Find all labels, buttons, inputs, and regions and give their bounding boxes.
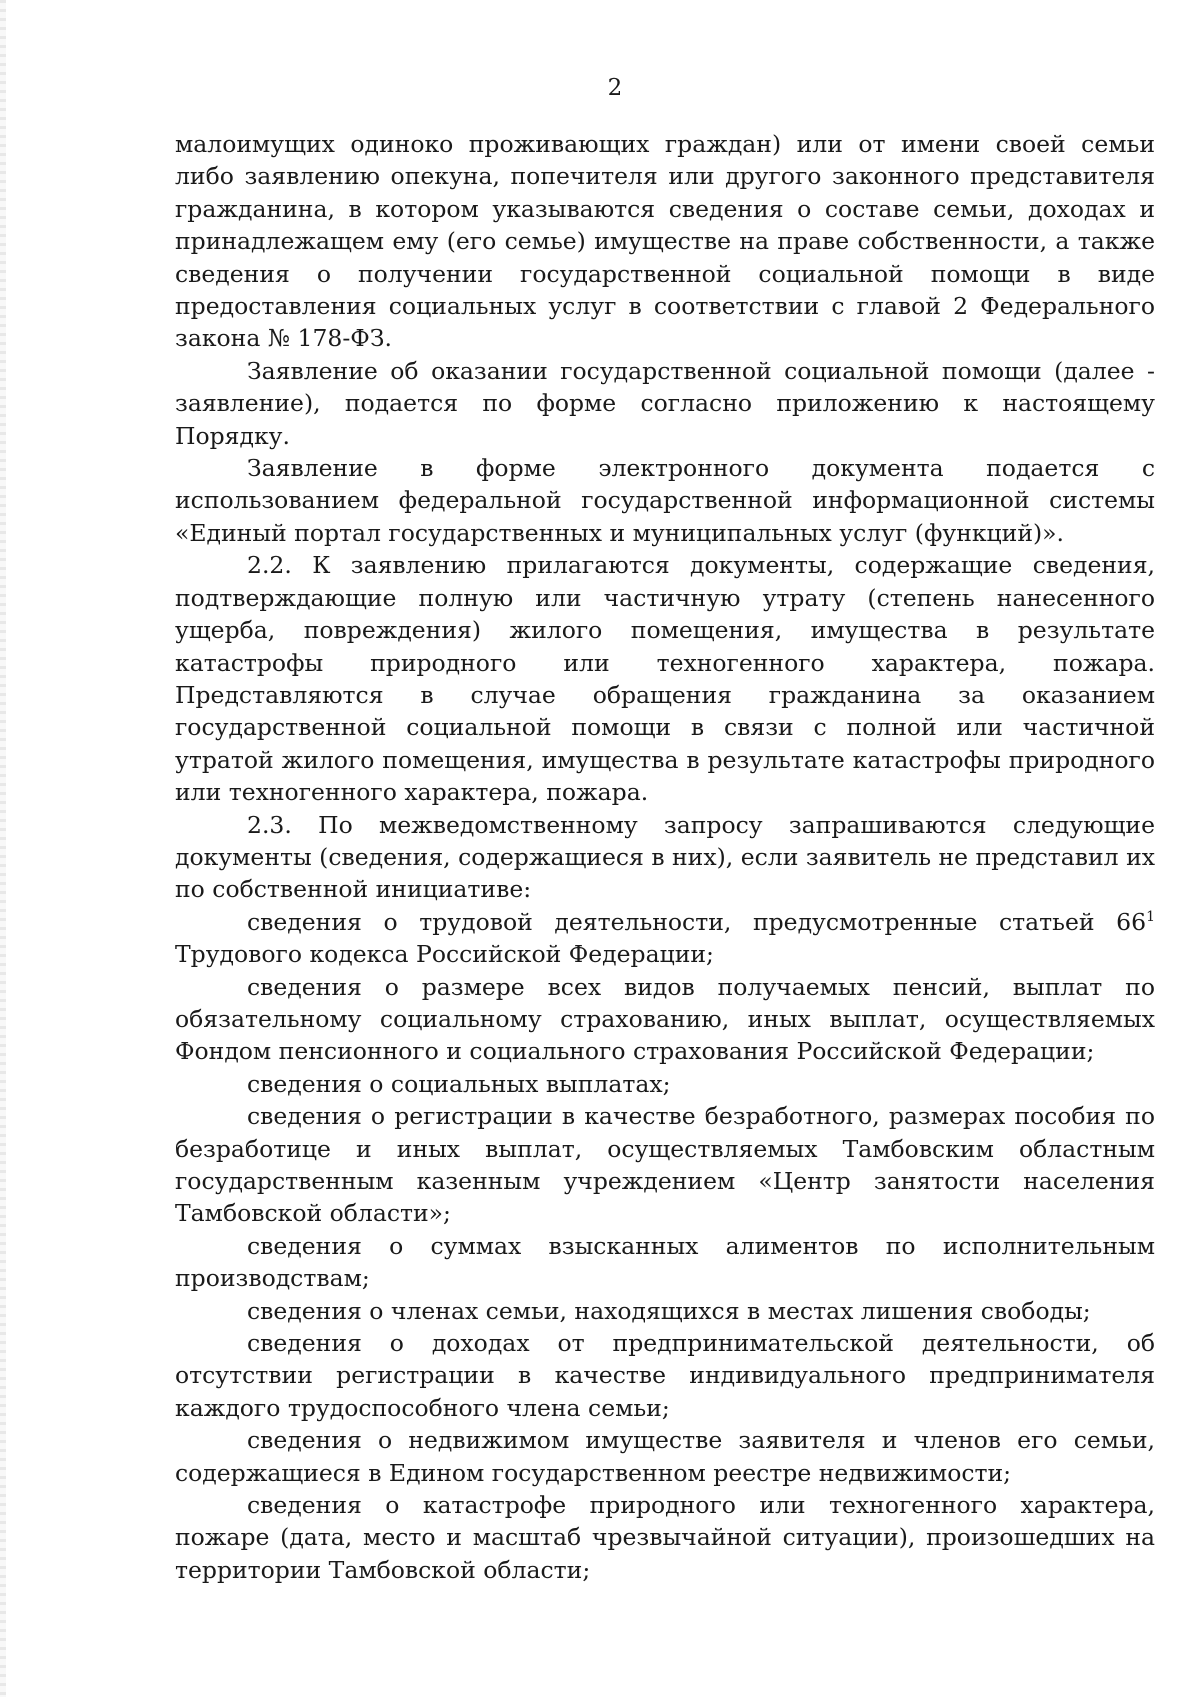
paragraph-application-form: Заявление об оказании государственной социальной помощи (далее - заявление), подается по форме согласно приложению к настоящему Порядку. [175,356,1155,450]
paragraph-2-2: 2.2. К заявлению прилагаются документы, содержащие сведения, подтверждающие полную или частичную утрату (степень нанесенного ущерба, повреждения) жилого помещения, имущества в результате катастрофы природного или техногенного характера, пожара. Представляются в случае обращения гражданина за оказанием государственной социальной помощи в связи с полной или частичной утратой жилого помещения, имущества в результате катастрофы природного или техногенного характера, пожара. [175,551,1155,807]
list-item-imprisoned-family: сведения о членах семьи, находящихся в местах лишения свободы; [247,1296,1091,1325]
labor-item-text: сведения о трудовой деятельности, предусмотренные статьей 66 [247,907,1147,936]
list-item-alimony: сведения о суммах взысканных алиментов по исполнительным производствам; [175,1231,1155,1293]
list-item-unemployment: сведения о регистрации в качестве безработного, размерах пособия по безработице и иных выплат, осуществляемых Тамбовским областным государственным казенным учреждением «Центр занятости населения Тамбовской области»; [175,1102,1155,1228]
list-item-social-payments: сведения о социальных выплатах; [247,1069,671,1098]
list-item-real-estate: сведения о недвижимом имуществе заявителя и членов его семьи, содержащиеся в Едином государственном реестре недвижимости; [175,1426,1155,1487]
paragraph-2-3: 2.3. По межведомственному запросу запрашиваются следующие документы (сведения, содержащиеся в них), если заявитель не представил их по собственной инициативе: [175,810,1155,904]
labor-item-code: Трудового кодекса Российской Федерации; [175,940,714,969]
paragraph-application-continuation: малоимущих одиноко проживающих граждан) или от имени своей семьи либо заявлению опекуна, попечителя или другого законного представителя гражданина, в котором указываются сведения о составе семьи, доходах и принадлежащем ему (его семье) имуществе на праве собственности, а также сведения о получении государственной социальной помощи в виде предоставления социальных услуг в соответствии с главой 2 Федерального закона № 178-ФЗ. [175,130,1155,353]
list-item-labor-activity [175,906,1155,971]
page-number: 2 [607,75,623,101]
list-item-business-income: сведения о доходах от предпринимательской деятельности, об отсутствии регистрации в качестве индивидуального предпринимателя каждого трудоспособного члена семьи; [175,1329,1155,1422]
list-item-pensions: сведения о размере всех видов получаемых пенсий, выплат по обязательному социальному страхованию, иных выплат, осуществляемых Фондом пенсионного и социального страхования Российской Федерации; [175,972,1155,1066]
list-item-disaster: сведения о катастрофе природного или техногенного характера, пожаре (дата, место и масштаб чрезвычайной ситуации), произошедших на территории Тамбовской области; [175,1491,1155,1584]
scan-edge [0,0,6,1697]
labor-item-superscript: 1 [1146,908,1155,925]
paragraph-electronic-application: Заявление в форме электронного документа подается с использованием федеральной государственной информационной системы «Единый портал государственных и муниципальных услуг (функций)». [175,454,1155,547]
document-body [175,128,1155,1586]
